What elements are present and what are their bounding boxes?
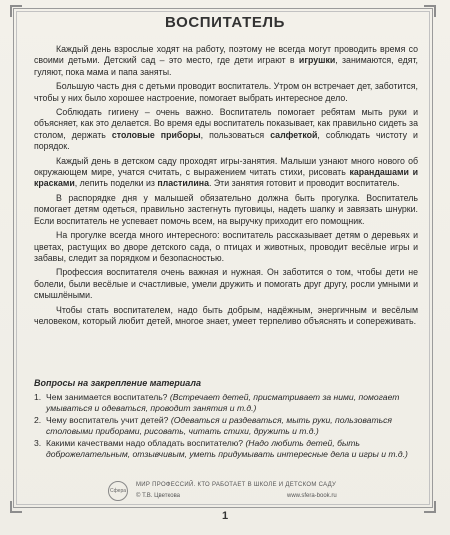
page-number: 1 [221,510,229,522]
body-paragraph [34,267,418,301]
questions-list [34,392,416,461]
author-credit: © Т.В. Цветкова [136,493,181,499]
paragraph-text: Каждый день в детском саду проходят игры-занятия. Малыши узнают много нового об окружающем мире, учатся считать, с выражением читать стихи, рисовать [34,155,418,178]
questions-heading: Вопросы на закрепление материала [34,378,201,388]
body-paragraph [34,81,418,104]
question-text: Какими качествами надо обладать воспитателю? [46,438,246,448]
publisher-website: www.sfera-book.ru [287,493,337,499]
paragraph-text: Каждый день взрослые ходят на работу, поэтому не всегда могут проводить время со своими детьми. Детский сад – это место, где дети играют в [34,44,418,66]
question-number: 1. [34,392,42,402]
paragraph-text: , лепить поделки из [74,178,158,189]
body-paragraph [34,156,418,190]
paragraph-text: . Эти занятия готовит и проводит воспитатель. [208,178,400,189]
answer-text: (Встречает детей, присматривает за ними, помогает умываться и одеваться, проводит занятия и т.д.) [46,392,400,413]
question-number: 2. [34,415,42,425]
body-paragraph [34,193,418,227]
page-title: ВОСПИТАТЕЛЬ [165,14,285,31]
publisher-logo-text: Сфера [109,488,127,494]
answer-text: (Одеваться и раздеваться, мыть руки, пользоваться столовыми приборами, рисовать, читать стихи, дружить и т.д.) [46,415,393,436]
highlighted-term: салфеткой [270,129,318,140]
highlighted-term: столовые приборы [111,129,201,140]
paragraph-text: , пользоваться [200,129,271,140]
highlighted-term: игрушки [298,55,336,66]
body-paragraph [34,107,418,153]
answer-text: (Надо любить детей, быть доброжелательным, отзывчивым, уметь придумывать интересные дела и игры и т.д.) [46,438,408,459]
question-text: Чему воспитатель учит детей? [46,415,171,425]
paragraph-text: , занимаются, едят, гуляют, пока мама и папа заняты. [34,55,418,77]
publisher-logo [108,481,128,501]
question-item [34,392,416,414]
paragraph-text: На прогулке всегда много интересного: воспитатель рассказывает детям о деревьях и цветах, растущих во дворе детского сада, о птицах и животных, проводит весёлые игры и забавы, следит за порядком и безопасностью. [34,230,418,263]
paragraph-text: В распорядке дня у малышей обязательно должна быть прогулка. Воспитатель помогает детям одеться, правильно застегнуть пуговицы, надеть шапку и завязать шнурки. Если воспитатель не успевает помочь всем, на выручку приходит его помощник. [34,192,418,226]
question-text: Чем занимается воспитатель? [46,392,170,402]
highlighted-term: карандашами и красками [34,167,419,189]
article-body [34,44,418,330]
paragraph-text: Чтобы стать воспитателем, надо быть добрым, надёжным, энергичным и весёлым человеком, который любит детей, многое знает, умеет терпеливо объяснять и сопереживать. [34,304,418,326]
question-item [34,438,416,460]
paragraph-text: , соблюдать чистоту и порядок. [34,129,418,152]
paragraph-text: Большую часть дня с детьми проводит воспитатель. Утром он встречает дет, заботится, чтобы у них было хорошее настроение, помогает выбрать интересное дело. [34,81,418,103]
body-paragraph [34,230,418,264]
series-title: МИР ПРОФЕССИЙ. КТО РАБОТАЕТ В ШКОЛЕ И ДЕТСКОМ САДУ [136,482,337,488]
body-paragraph [34,44,418,78]
highlighted-term: пластилина [157,178,209,189]
body-paragraph [34,305,418,328]
paragraph-text: Соблюдать гигиену – очень важно. Воспитатель помогает ребятам мыть руки и объясняет, как это делается. Во время еды воспитатель показывает, как правильно сидеть за столом, держать [34,107,418,140]
question-number: 3. [34,438,42,448]
paragraph-text: Профессия воспитателя очень важная и нужная. Он заботится о том, чтобы дети не болели, были весёлые и счастливые, умели дружить и помогать друг другу, росли умными и смышлёными. [34,267,418,301]
question-item [34,415,416,437]
